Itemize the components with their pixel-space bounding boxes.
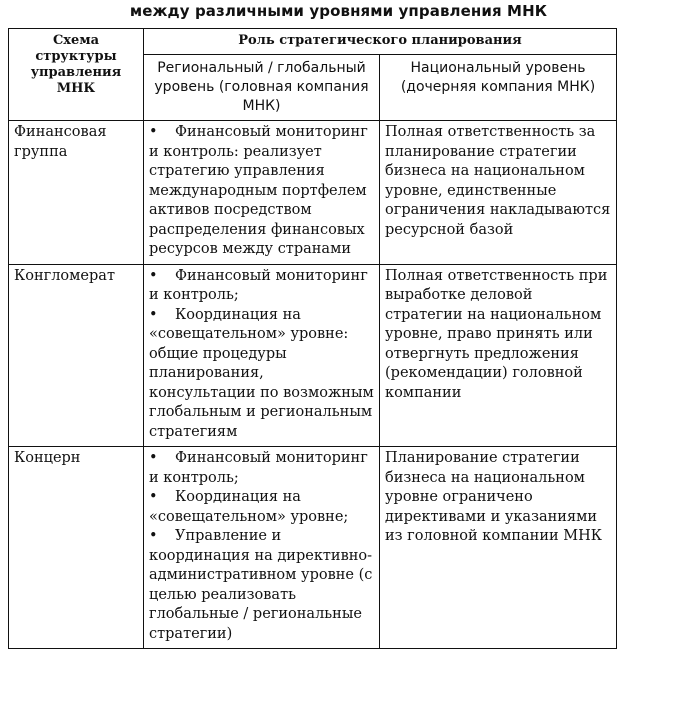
- national-cell: Планирование стратегии бизнеса на национальном уровне ограничено директивами и указаниями из головной компании МНК: [380, 447, 617, 649]
- table-row: [9, 447, 617, 649]
- table-row: [9, 121, 617, 265]
- row-name: Конгломерат: [9, 264, 144, 447]
- row-name: Концерн: [9, 447, 144, 649]
- bullet-icon: •: [149, 528, 158, 544]
- bullet-icon: •: [149, 306, 158, 323]
- national-cell: Полная ответственность за планирование стратегии бизнеса на национальном уровне, единственные ограничения накладываются ресурсной базой: [380, 121, 617, 265]
- list-item-text: Координация на «совещательном» уровне: общие процедуры планирования, консультации по возможным глобальным и региональным стратегиям: [149, 306, 374, 440]
- bullet-icon: •: [149, 450, 158, 466]
- table-row: [9, 264, 617, 447]
- list-item-text: Финансовый мониторинг и контроль;: [149, 267, 368, 303]
- row-name: Финансовая группа: [9, 121, 144, 265]
- bullet-icon: •: [149, 267, 158, 284]
- bullet-icon: •: [149, 124, 158, 140]
- list-item-text: Финансовый мониторинг и контроль: реализует стратегию управления международным портфелем активов посредством распределения финансовых ресурсов между странами: [149, 124, 368, 257]
- regional-cell: [144, 264, 380, 447]
- list-item-text: Управление и координация на директивно-административном уровне (с целью реализовать глобальные / региональные стратегии): [149, 528, 373, 642]
- header-regional: Региональный / глобальный уровень (головная компания МНК): [144, 55, 380, 121]
- header-row-top: [9, 29, 617, 55]
- header-schema: Схема структуры управления МНК: [9, 29, 144, 121]
- header-role: Роль стратегического планирования: [144, 29, 617, 55]
- list-item: [149, 488, 374, 527]
- bullet-icon: •: [149, 489, 158, 505]
- list-item-text: Координация на «совещательном» уровне;: [149, 489, 349, 525]
- planning-roles-table: [8, 28, 617, 649]
- regional-cell: [144, 121, 380, 265]
- list-item-text: Финансовый мониторинг и контроль;: [149, 450, 368, 486]
- national-cell: Полная ответственность при выработке деловой стратегии на национальном уровне, право принять или отвергнуть предложения (рекомендации) головной компании: [380, 264, 617, 447]
- list-item: [149, 306, 374, 443]
- header-national: Национальный уровень (дочерняя компания МНК): [380, 55, 617, 121]
- list-item: [149, 527, 374, 644]
- list-item: [149, 449, 374, 488]
- list-item: [149, 267, 374, 306]
- regional-cell: [144, 447, 380, 649]
- list-item: [149, 123, 374, 260]
- table-caption: между различными уровнями управления МНК: [129, 2, 548, 20]
